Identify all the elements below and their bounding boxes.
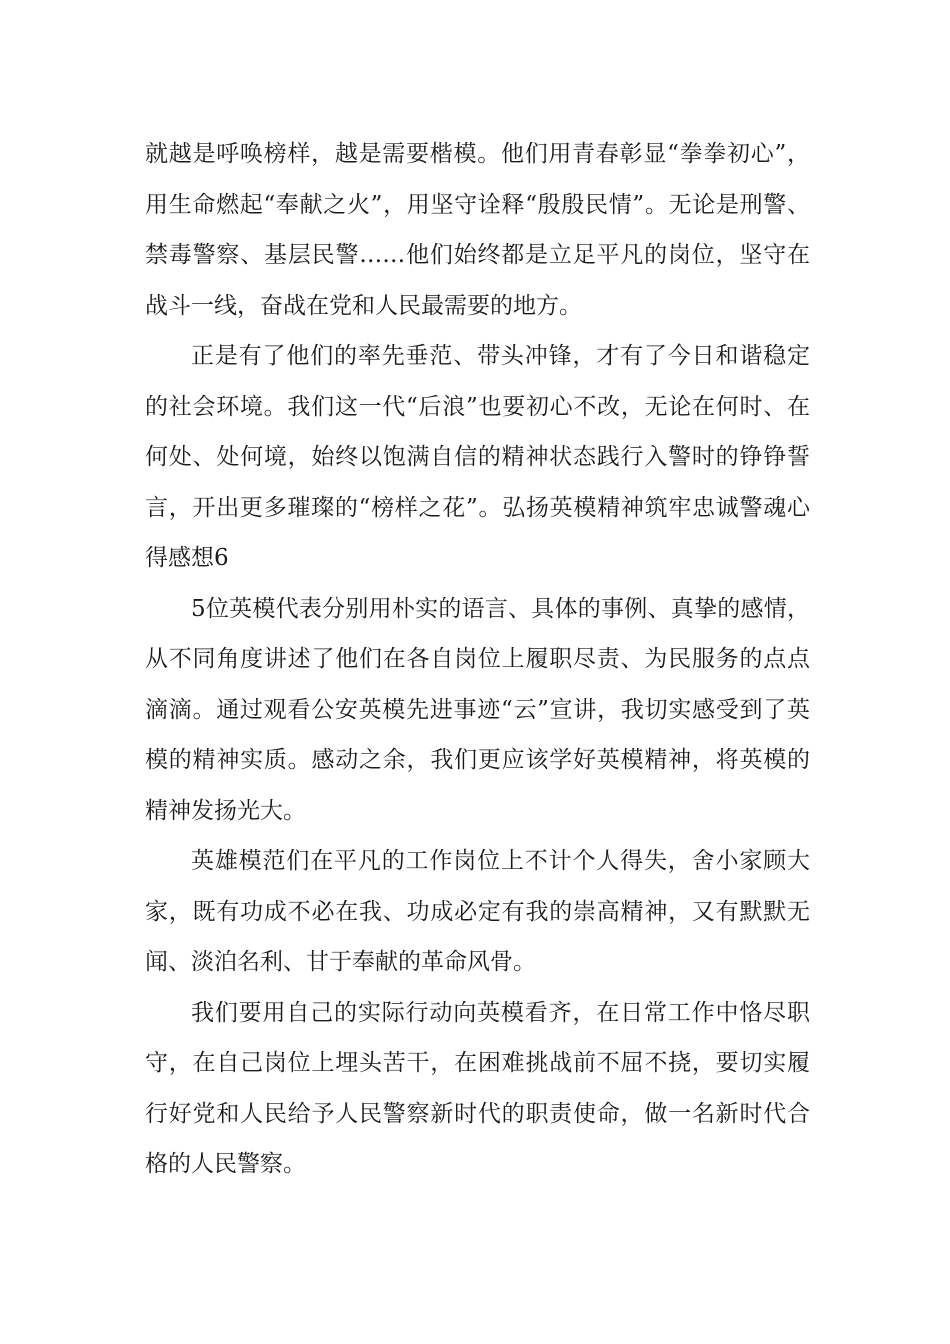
- document-body: [145, 129, 810, 1190]
- paragraph-4: 英雄模范们在平凡的工作岗位上不计个人得失，舍小家顾大家，既有功成不必在我、功成必定有我的崇高精神，又有默默无闻、淡泊名利、甘于奉献的革命风骨。: [145, 848, 810, 975]
- paragraph-3: 5位英模代表分别用朴实的语言、具体的事例、真挚的感情，从不同角度讲述了他们在各自岗位上履职尽责、为民服务的点点滴滴。通过观看公安英模先进事迹“云”宣讲，我切实感受到了英模的精神实质。感动之余，我们更应该学好英模精神，将英模的精神发扬光大。: [145, 595, 810, 824]
- paragraph-2: 正是有了他们的率先垂范、带头冲锋，才有了今日和谐稳定的社会环境。我们这一代“后浪”也要初心不改，无论在何时、在何处、处何境，始终以饱满自信的精神状态践行入警时的铮铮誓言，开出更多璀璨的“榜样之花”。弘扬英模精神筑牢忠诚警魂心得感想6: [145, 343, 810, 571]
- paragraph-1: 就越是呼唤榜样，越是需要楷模。他们用青春彰显“拳拳初心”，用生命燃起“奉献之火”，用坚守诠释“殷殷民情”。无论是刑警、禁毒警察、基层民警……他们始终都是立足平凡的岗位，坚守在战斗一线，奋战在党和人民最需要的地方。: [145, 141, 810, 319]
- paragraph-5: 我们要用自己的实际行动向英模看齐，在日常工作中恪尽职守，在自己岗位上埋头苦干，在困难挑战前不屈不挠，要切实履行好党和人民给予人民警察新时代的职责使命，做一名新时代合格的人民警察。: [145, 999, 810, 1177]
